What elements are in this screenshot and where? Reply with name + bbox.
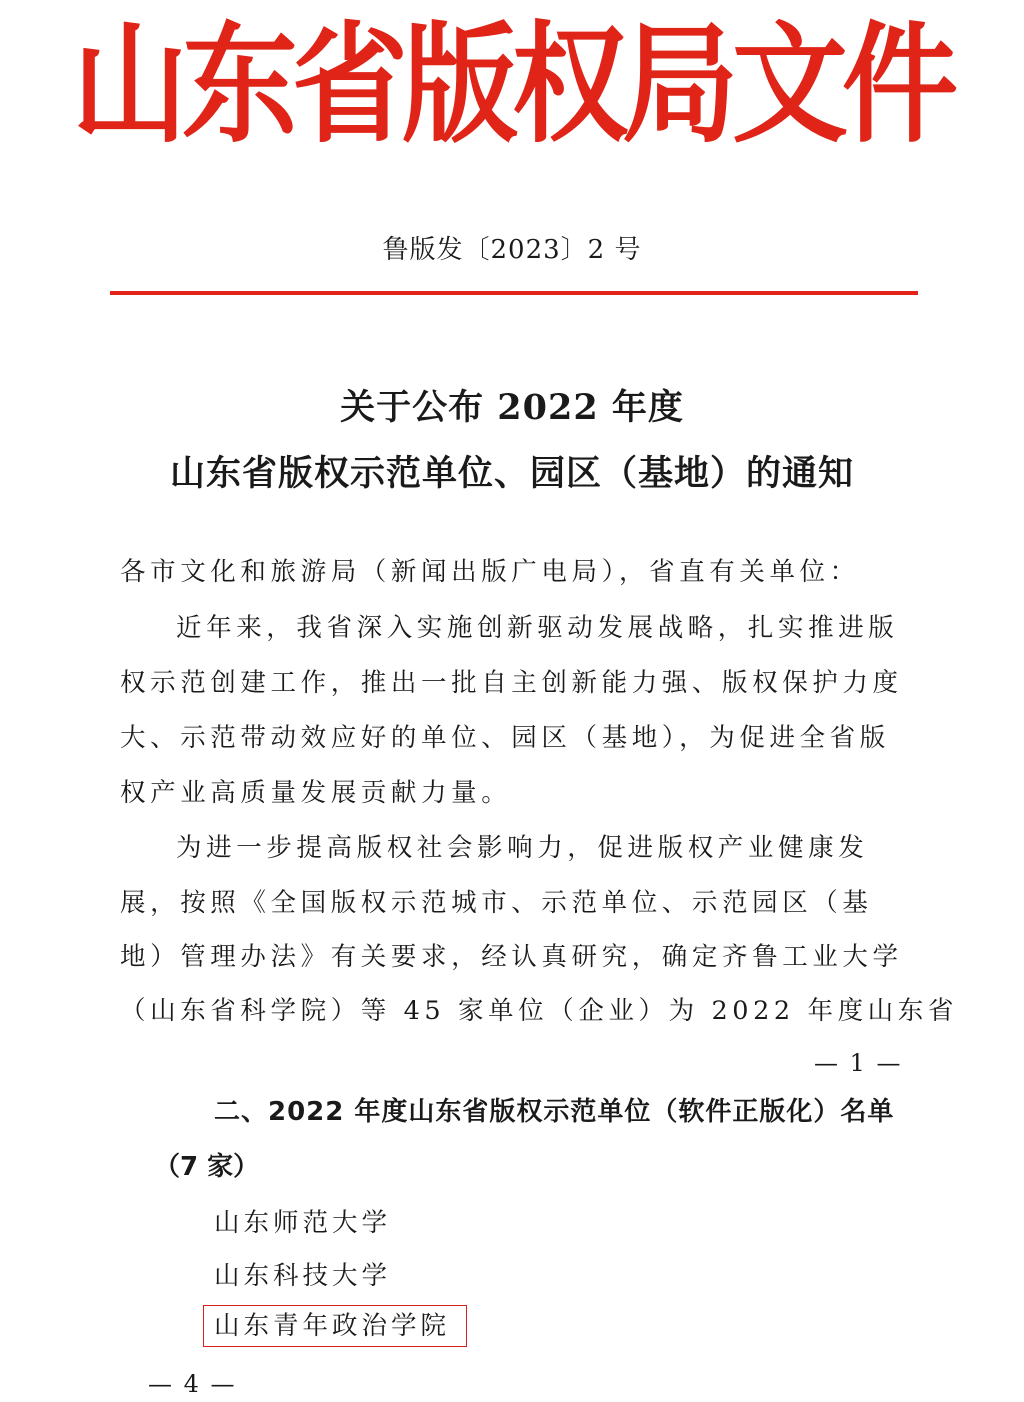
page-number-1: — 1 —: [814, 1049, 903, 1077]
list-item-highlighted: 山东青年政治学院: [214, 1311, 451, 1341]
section-heading: 二、2022 年度山东省版权示范单位（软件正版化）名单: [214, 1097, 895, 1127]
section-count: （7 家）: [154, 1152, 260, 1182]
red-separator-line: [110, 291, 918, 295]
title-line-2: 山东省版权示范单位、园区（基地）的通知: [169, 453, 854, 494]
list-item: 山东科技大学: [214, 1261, 392, 1291]
body-line: 展，按照《全国版权示范城市、示范单位、示范园区（基: [120, 888, 873, 918]
body-line: （山东省科学院）等 45 家单位（企业）为 2022 年度山东省: [120, 996, 958, 1026]
page-number-4: — 4 —: [148, 1370, 237, 1398]
list-item: 山东师范大学: [214, 1208, 392, 1238]
body-line: 为进一步提高版权社会影响力，促进版权产业健康发: [176, 833, 869, 863]
body-line: 权示范创建工作，推出一批自主创新能力强、版权保护力度: [120, 668, 903, 698]
document-masthead: 山东省版权局文件: [72, 9, 952, 162]
title-line-1: 关于公布 2022 年度: [340, 387, 684, 428]
body-line: 近年来，我省深入实施创新驱动发展战略，扎实推进版: [176, 613, 899, 643]
body-line: 地）管理办法》有关要求，经认真研究，确定齐鲁工业大学: [120, 942, 903, 972]
body-line-salutation: 各市文化和旅游局（新闻出版广电局），省直有关单位：: [120, 557, 860, 587]
body-line: 权产业高质量发展贡献力量。: [120, 778, 512, 808]
body-line: 大、示范带动效应好的单位、园区（基地），为促进全省版: [120, 723, 890, 753]
document-number: 鲁版发〔2023〕2 号: [382, 235, 642, 265]
